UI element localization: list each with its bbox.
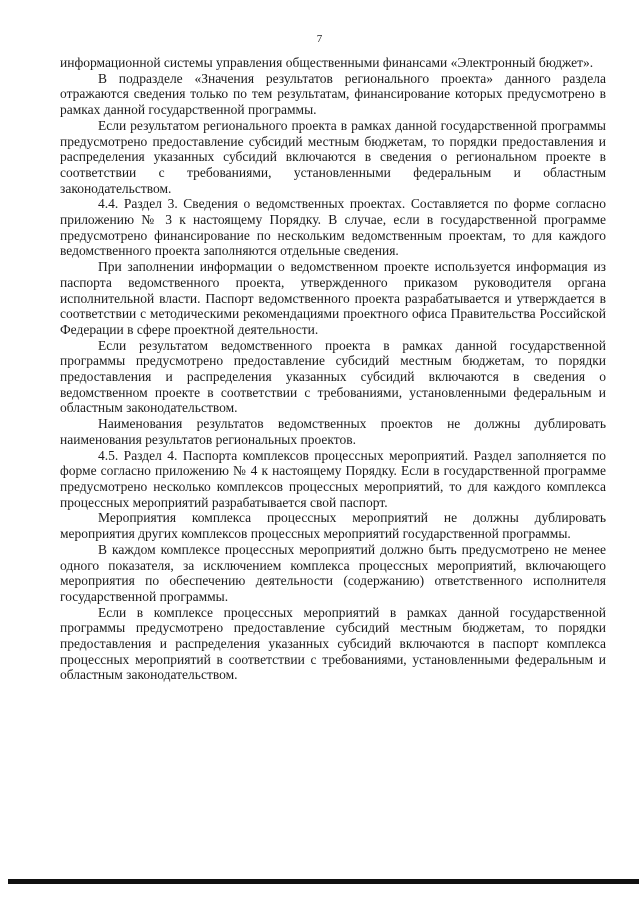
paragraph-regional-subsidies: Если результатом регионального проекта в рамках данной государственной программы предусмотрено предоставление субсидий местным бюджетам, то порядки предоставления и распределения указанных субсидий включаются в сведения о региональном проекте в соответствии с требованиями, установленными федеральным и областным законодательством. <box>60 117 606 196</box>
paragraph-indicators: В каждом комплексе процессных мероприятий должно быть предусмотрено не менее одного показателя, за исключением комплекса процессных мероприятий, включающего мероприятия по обеспечению деятельности (содержанию) ответственного исполнителя государственной программы. <box>60 541 606 604</box>
paragraph-no-duplication: Наименования результатов ведомственных проектов не должны дублировать наименования результатов региональных проектов. <box>60 416 606 447</box>
paragraph-measures-duplication: Мероприятия комплекса процессных мероприятий не должны дублировать мероприятия других комплексов процессных мероприятий государственной программы. <box>60 510 606 542</box>
paragraph-departmental-info: При заполнении информации о ведомственном проекте используется информация из паспорта ведомственного проекта, утвержденного приказом руководителя органа исполнительной власти. Паспорт ведомственного проекта разрабатывается и утверждается в соответствии с методическими рекомендациями проектного офиса Правительства Российской Федерации в сфере проектной деятельности. <box>60 259 606 337</box>
paragraph-departmental-subsidies: Если результатом ведомственного проекта в рамках данной государственной программы предусмотрено предоставление субсидий местным бюджетам, то порядки предоставления и распределения указанных субсидий включаются в сведения о ведомственном проекте в соответствии с требованиями, установленными федеральным и областным законодательством. <box>60 337 606 416</box>
paragraph-section-4: 4.5. Раздел 4. Паспорта комплексов процессных мероприятий. Раздел заполняется по форме согласно приложению № 4 к настоящему Порядку. Если в государственной программе предусмотрено несколько комплексов процессных мероприятий, то для каждого комплекса процессных мероприятий разрабатывается свой паспорт. <box>60 447 606 510</box>
bottom-rule <box>8 879 639 884</box>
page-number: 7 <box>316 33 323 45</box>
paragraph-complex-subsidies: Если в комплексе процессных мероприятий в рамках данной государственной программы предусмотрено предоставление субсидий местным бюджетам, то порядки предоставления и распределения указанных субсидий включаются в паспорт комплекса процессных мероприятий в соответствии с требованиями, установленными федеральным и областным законодательством. <box>60 604 606 683</box>
paragraph-regional-results: В подразделе «Значения результатов регионального проекта» данного раздела отражаются сведения только по тем результатам, финансирование которых предусмотрено в рамках данной государственной программы. <box>60 70 606 118</box>
paragraph-continuation: информационной системы управления общественными финансами «Электронный бюджет». <box>60 55 594 70</box>
paragraph-section-3: 4.4. Раздел 3. Сведения о ведомственных проектах. Составляется по форме согласно приложению № 3 к настоящему Порядку. В случае, если в государственной программе предусмотрено финансирование по нескольким ведомственным проектам, то для каждого ведомственного проекта заполняются отдельные сведения. <box>60 196 606 259</box>
document-body <box>60 55 606 683</box>
